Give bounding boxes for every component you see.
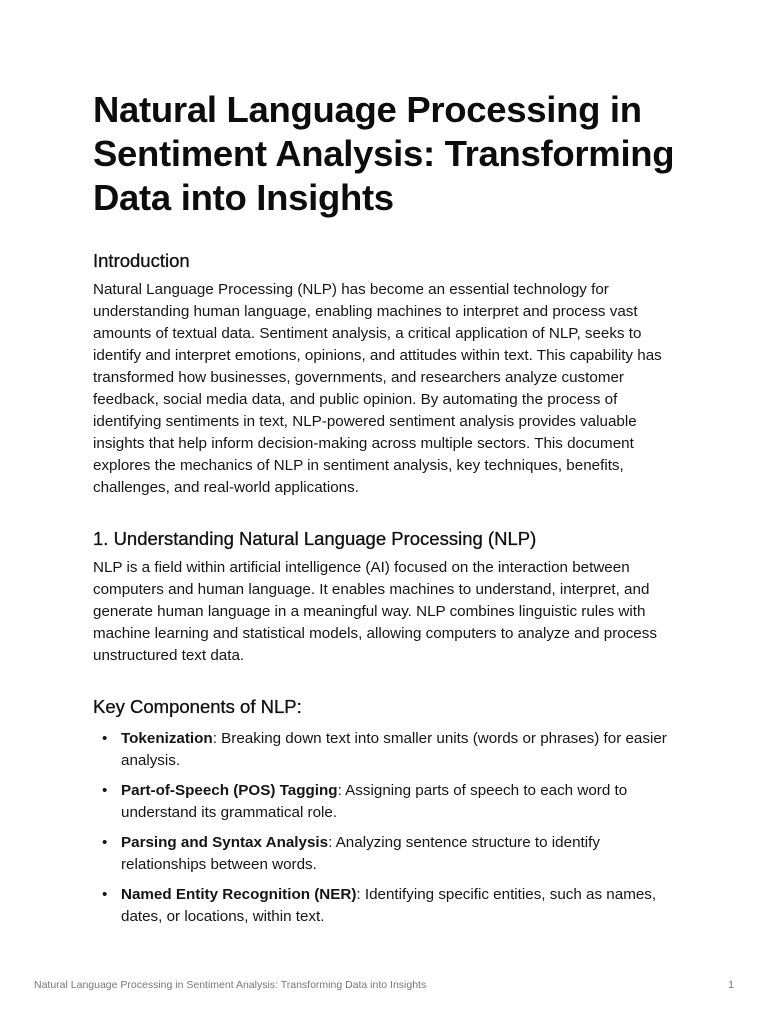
section-1-paragraph: NLP is a field within artificial intelligence (AI) focused on the interaction between computers and human language. It enables machines to understand, interpret, and generate human language in a meaningful way. NLP combines linguistic rules with machine learning and statistical models, allowing computers to analyze and process unstructured text data. bbox=[93, 559, 657, 664]
introduction-paragraph: Natural Language Processing (NLP) has become an essential technology for understanding human language, enabling machines to interpret and process vast amounts of textual data. Sentiment analysis, a critical application of NLP, seeks to identify and interpret emotions, opinions, and attitudes within text. This capability has transformed how businesses, governments, and researchers analyze customer feedback, social media data, and public opinion. By automating the process of identifying sentiments in text, NLP-powered sentiment analysis provides valuable insights that help inform decision-making across multiple sectors. This document explores the mechanics of NLP in sentiment analysis, key techniques, benefits, challenges, and real-world applications. bbox=[93, 281, 662, 496]
list-item-parsing bbox=[93, 832, 683, 876]
list-item-term: Parsing and Syntax Analysis bbox=[121, 834, 329, 851]
list-item-ner bbox=[93, 884, 683, 928]
list-item-tokenization bbox=[93, 728, 683, 772]
list-item-description: : Assigning parts of speech to each word to understand its grammatical role. bbox=[121, 782, 628, 821]
list-item-description: : Identifying specific entities, such as names, dates, or locations, within text. bbox=[121, 886, 657, 925]
key-components-list bbox=[93, 728, 683, 928]
section-1-heading: 1. Understanding Natural Language Processing (NLP) bbox=[93, 528, 537, 549]
document-title: Natural Language Processing in Sentiment Analysis: Transforming Data into Insights bbox=[93, 89, 675, 218]
introduction-heading: Introduction bbox=[93, 250, 190, 271]
list-item-term: Tokenization bbox=[121, 730, 213, 747]
list-item-term: Named Entity Recognition (NER) bbox=[121, 886, 357, 903]
document-page bbox=[93, 88, 683, 936]
key-components-heading: Key Components of NLP: bbox=[93, 696, 302, 717]
bullet-icon: • bbox=[102, 834, 108, 851]
list-item-description: : Analyzing sentence structure to identify relationships between words. bbox=[121, 834, 600, 873]
bullet-icon: • bbox=[102, 886, 108, 903]
bullet-icon: • bbox=[102, 730, 108, 747]
list-item-pos-tagging bbox=[93, 780, 683, 824]
list-item-description: : Breaking down text into smaller units (words or phrases) for easier analysis. bbox=[121, 730, 667, 769]
footer-title: Natural Language Processing in Sentiment Analysis: Transforming Data into Insights bbox=[34, 979, 427, 991]
page-number: 1 bbox=[728, 979, 734, 991]
bullet-icon: • bbox=[102, 782, 108, 799]
list-item-term: Part-of-Speech (POS) Tagging bbox=[121, 782, 338, 799]
